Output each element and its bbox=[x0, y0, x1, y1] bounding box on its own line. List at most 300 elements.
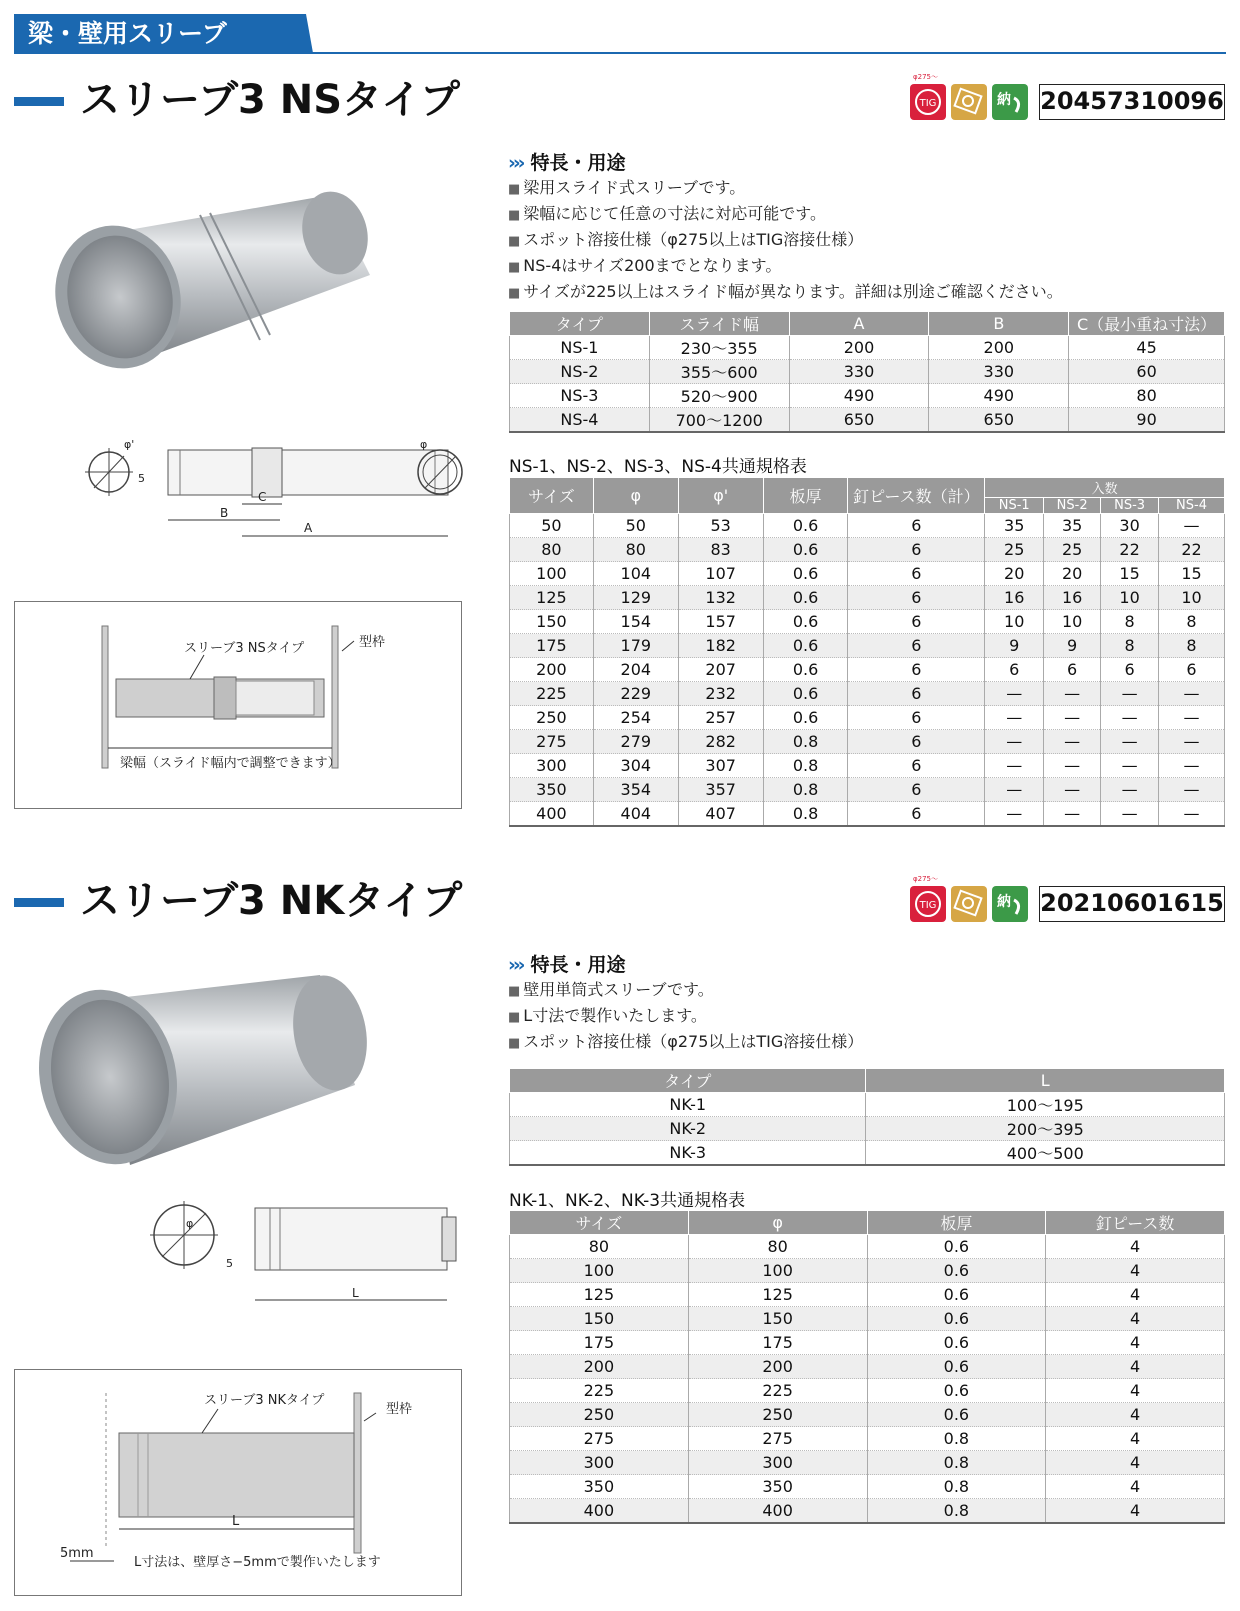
table-cell: — bbox=[1159, 754, 1225, 778]
table-cell: — bbox=[1044, 754, 1101, 778]
table-cell: 175 bbox=[510, 634, 594, 658]
nk-type-header: L bbox=[866, 1069, 1225, 1093]
ns-spec-header: サイズ bbox=[510, 478, 594, 514]
table-cell: 125 bbox=[688, 1283, 867, 1307]
table-cell: — bbox=[985, 802, 1044, 827]
ns-spec-subheader: NS-3 bbox=[1101, 498, 1159, 514]
table-cell: 30 bbox=[1101, 514, 1159, 538]
table-cell: — bbox=[1044, 802, 1101, 827]
table-cell: — bbox=[985, 754, 1044, 778]
table-cell: 279 bbox=[593, 730, 678, 754]
table-cell: 10 bbox=[1101, 586, 1159, 610]
table-cell: — bbox=[985, 706, 1044, 730]
table-cell: 6 bbox=[848, 802, 985, 827]
table-cell: 520～900 bbox=[649, 384, 789, 408]
nk-install-illustration bbox=[14, 1369, 460, 1594]
table-cell: 9 bbox=[1044, 634, 1101, 658]
table-cell: 225 bbox=[688, 1379, 867, 1403]
table-cell: 0.6 bbox=[867, 1355, 1046, 1379]
table-cell: 132 bbox=[678, 586, 763, 610]
table-cell: 22 bbox=[1159, 538, 1225, 562]
table-cell: 8 bbox=[1101, 610, 1159, 634]
ns-type-header: スライド幅 bbox=[649, 312, 789, 336]
ns-feature-item: ■ スポット溶接仕様（φ275以上はTIG溶接仕様） bbox=[508, 228, 1063, 254]
table-row bbox=[510, 514, 1225, 538]
table-cell: 35 bbox=[1044, 514, 1101, 538]
table-row bbox=[510, 1117, 1225, 1141]
table-row bbox=[510, 730, 1225, 754]
table-cell: 4 bbox=[1046, 1475, 1225, 1499]
table-row bbox=[510, 586, 1225, 610]
table-cell: 150 bbox=[510, 1307, 689, 1331]
nk-install-sleeve-label: スリーブ3 NKタイプ bbox=[204, 1393, 325, 1408]
table-cell: 80 bbox=[688, 1235, 867, 1259]
table-row bbox=[510, 408, 1225, 433]
table-cell: 6 bbox=[985, 658, 1044, 682]
table-cell: 175 bbox=[688, 1331, 867, 1355]
table-cell: 4 bbox=[1046, 1283, 1225, 1307]
table-row bbox=[510, 754, 1225, 778]
table-row bbox=[510, 1235, 1225, 1259]
nk-nou-label: 納 bbox=[997, 894, 1011, 910]
table-cell: 157 bbox=[678, 610, 763, 634]
table-cell: NS-1 bbox=[510, 336, 650, 360]
table-cell: — bbox=[1044, 682, 1101, 706]
table-cell: 0.6 bbox=[867, 1283, 1046, 1307]
table-cell: 80 bbox=[1069, 384, 1225, 408]
table-cell: 25 bbox=[1044, 538, 1101, 562]
table-cell: 250 bbox=[510, 706, 594, 730]
table-cell: NK-2 bbox=[510, 1117, 866, 1141]
table-cell: 400 bbox=[510, 1499, 689, 1524]
table-cell: 22 bbox=[1101, 538, 1159, 562]
table-cell: 125 bbox=[510, 1283, 689, 1307]
ns-install-illustration bbox=[14, 601, 460, 807]
table-cell: 20 bbox=[1044, 562, 1101, 586]
table-cell: 4 bbox=[1046, 1259, 1225, 1283]
table-cell: 4 bbox=[1046, 1379, 1225, 1403]
table-cell: — bbox=[1101, 754, 1159, 778]
ns-phi-label: φ bbox=[420, 438, 428, 451]
table-cell: 4 bbox=[1046, 1403, 1225, 1427]
table-cell: 254 bbox=[593, 706, 678, 730]
table-cell: 80 bbox=[510, 1235, 689, 1259]
table-row bbox=[510, 1307, 1225, 1331]
nk-spec-caption: NK-1、NK-2、NK-3共通規格表 bbox=[509, 1191, 746, 1211]
nk-feature-item: ■ L寸法で製作いたします。 bbox=[508, 1004, 863, 1030]
table-cell: 300 bbox=[688, 1451, 867, 1475]
table-cell: 0.6 bbox=[763, 634, 848, 658]
ns-spec-subheader: NS-4 bbox=[1159, 498, 1225, 514]
table-cell: 154 bbox=[593, 610, 678, 634]
nk-spec-header: 板厚 bbox=[867, 1211, 1046, 1235]
ns-dim-b: B bbox=[220, 506, 229, 520]
table-cell: 490 bbox=[929, 384, 1069, 408]
ns-spec-caption: NS-1、NS-2、NS-3、NS-4共通規格表 bbox=[509, 457, 807, 477]
table-row bbox=[510, 360, 1225, 384]
table-row bbox=[510, 336, 1225, 360]
table-cell: 20 bbox=[985, 562, 1044, 586]
table-row bbox=[510, 1355, 1225, 1379]
table-cell: 0.8 bbox=[763, 730, 848, 754]
table-cell: — bbox=[1044, 778, 1101, 802]
table-cell: 0.6 bbox=[763, 538, 848, 562]
table-cell: 15 bbox=[1159, 562, 1225, 586]
table-cell: 700～1200 bbox=[649, 408, 789, 433]
table-cell: 4 bbox=[1046, 1355, 1225, 1379]
table-cell: 4 bbox=[1046, 1235, 1225, 1259]
table-cell: 107 bbox=[678, 562, 763, 586]
ns-features-list bbox=[508, 176, 1063, 306]
ns-spec-header: 釘ピース数（計） bbox=[848, 478, 985, 514]
table-cell: 16 bbox=[1044, 586, 1101, 610]
table-cell: 0.6 bbox=[763, 658, 848, 682]
table-cell: 404 bbox=[593, 802, 678, 827]
table-cell: 0.6 bbox=[763, 586, 848, 610]
table-cell: 4 bbox=[1046, 1499, 1225, 1524]
table-cell: 45 bbox=[1069, 336, 1225, 360]
nk-spec-header: φ bbox=[688, 1211, 867, 1235]
nk-nou-icon bbox=[992, 886, 1028, 922]
nk-tig-label: TIG bbox=[919, 900, 937, 911]
nk-dim-l: L bbox=[352, 1286, 359, 1300]
ns-product-photo bbox=[40, 175, 370, 380]
nk-install-l-label: L bbox=[232, 1514, 240, 1529]
table-cell: 200～395 bbox=[866, 1117, 1225, 1141]
table-cell: 207 bbox=[678, 658, 763, 682]
table-cell: 407 bbox=[678, 802, 763, 827]
table-cell: 0.6 bbox=[867, 1403, 1046, 1427]
table-cell: 0.6 bbox=[763, 682, 848, 706]
table-cell: 100 bbox=[510, 1259, 689, 1283]
ns-type-table bbox=[509, 311, 1225, 433]
table-cell: 0.8 bbox=[763, 778, 848, 802]
table-cell: NS-3 bbox=[510, 384, 650, 408]
table-cell: 355～600 bbox=[649, 360, 789, 384]
table-cell: 6 bbox=[1101, 658, 1159, 682]
ns-type-header: C（最小重ね寸法） bbox=[1069, 312, 1225, 336]
table-cell: 400 bbox=[688, 1499, 867, 1524]
table-cell: 307 bbox=[678, 754, 763, 778]
table-row bbox=[510, 1141, 1225, 1166]
table-cell: NK-1 bbox=[510, 1093, 866, 1117]
table-cell: 0.8 bbox=[763, 802, 848, 827]
ns-nou-icon bbox=[992, 84, 1028, 120]
table-cell: 357 bbox=[678, 778, 763, 802]
nk-dimension-drawing bbox=[130, 1195, 470, 1320]
table-cell: 225 bbox=[510, 1379, 689, 1403]
table-row bbox=[510, 658, 1225, 682]
table-cell: — bbox=[1101, 730, 1159, 754]
table-row bbox=[510, 706, 1225, 730]
table-cell: 0.8 bbox=[867, 1475, 1046, 1499]
table-cell: 150 bbox=[510, 610, 594, 634]
ns-tig-note: φ275～ bbox=[913, 73, 938, 81]
table-cell: 304 bbox=[593, 754, 678, 778]
table-cell: 60 bbox=[1069, 360, 1225, 384]
table-cell: 182 bbox=[678, 634, 763, 658]
table-cell: 25 bbox=[985, 538, 1044, 562]
table-cell: 100 bbox=[510, 562, 594, 586]
table-row bbox=[510, 1475, 1225, 1499]
ns-section-title: スリーブ3 NSタイプ bbox=[80, 77, 461, 123]
ns-spec-subheader: NS-1 bbox=[985, 498, 1044, 514]
table-cell: 0.6 bbox=[867, 1331, 1046, 1355]
table-cell: 129 bbox=[593, 586, 678, 610]
table-cell: 0.6 bbox=[763, 706, 848, 730]
table-cell: 330 bbox=[789, 360, 929, 384]
nk-five-label: 5 bbox=[226, 1257, 233, 1270]
table-cell: 6 bbox=[848, 658, 985, 682]
nk-install-mm-label: 5mm bbox=[60, 1546, 94, 1561]
table-cell: 200 bbox=[789, 336, 929, 360]
table-cell: 6 bbox=[848, 730, 985, 754]
table-cell: 6 bbox=[848, 562, 985, 586]
nk-phi-label: φ bbox=[186, 1217, 194, 1230]
table-cell: NS-2 bbox=[510, 360, 650, 384]
table-cell: 6 bbox=[848, 610, 985, 634]
table-row bbox=[510, 1451, 1225, 1475]
table-cell: 0.8 bbox=[763, 754, 848, 778]
category-divider bbox=[14, 52, 1226, 54]
table-cell: 0.6 bbox=[867, 1379, 1046, 1403]
table-cell: — bbox=[1159, 514, 1225, 538]
ns-five-label: 5 bbox=[138, 472, 145, 485]
table-cell: 8 bbox=[1159, 610, 1225, 634]
table-cell: 200 bbox=[510, 658, 594, 682]
table-cell: 250 bbox=[688, 1403, 867, 1427]
table-cell: 225 bbox=[510, 682, 594, 706]
table-cell: 0.8 bbox=[867, 1499, 1046, 1524]
table-cell: 4 bbox=[1046, 1427, 1225, 1451]
table-cell: 100 bbox=[688, 1259, 867, 1283]
table-cell: — bbox=[1159, 778, 1225, 802]
table-row bbox=[510, 538, 1225, 562]
nk-install-note: L寸法は、壁厚さ−5mmで製作いたします bbox=[134, 1555, 381, 1570]
nk-section-bar bbox=[14, 898, 64, 907]
nk-features-list bbox=[508, 978, 863, 1056]
table-cell: 6 bbox=[848, 778, 985, 802]
table-row bbox=[510, 634, 1225, 658]
table-cell: 650 bbox=[929, 408, 1069, 433]
nk-type-table bbox=[509, 1068, 1225, 1166]
table-cell: 275 bbox=[510, 1427, 689, 1451]
ns-install-sleeve-label: スリーブ3 NSタイプ bbox=[184, 641, 305, 656]
table-cell: 282 bbox=[678, 730, 763, 754]
nk-product-code: 20210601615 bbox=[1039, 886, 1225, 922]
table-cell: 200 bbox=[929, 336, 1069, 360]
nk-feature-item: ■ 壁用単筒式スリーブです。 bbox=[508, 978, 863, 1004]
ns-section-bar bbox=[14, 97, 64, 106]
table-cell: 275 bbox=[510, 730, 594, 754]
table-cell: 490 bbox=[789, 384, 929, 408]
table-cell: 350 bbox=[510, 778, 594, 802]
ns-spec-header: 板厚 bbox=[763, 478, 848, 514]
ns-install-beam-label: 梁幅（スライド幅内で調整できます） bbox=[120, 756, 341, 771]
table-cell: 0.6 bbox=[763, 610, 848, 634]
ns-feature-item: ■ サイズが225以上はスライド幅が異なります。詳細は別途ご確認ください。 bbox=[508, 280, 1063, 306]
table-cell: 232 bbox=[678, 682, 763, 706]
table-cell: 0.8 bbox=[867, 1451, 1046, 1475]
table-cell: 354 bbox=[593, 778, 678, 802]
table-cell: 100～195 bbox=[866, 1093, 1225, 1117]
table-cell: 6 bbox=[848, 754, 985, 778]
nk-feature-item: ■ スポット溶接仕様（φ275以上はTIG溶接仕様） bbox=[508, 1030, 863, 1056]
ns-spec-subheader: NS-2 bbox=[1044, 498, 1101, 514]
table-cell: 9 bbox=[985, 634, 1044, 658]
ns-nou-label: 納 bbox=[997, 92, 1011, 108]
ns-sleeve-ship-icon bbox=[951, 84, 987, 120]
table-cell: 400 bbox=[510, 802, 594, 827]
table-cell: 4 bbox=[1046, 1451, 1225, 1475]
table-cell: 175 bbox=[510, 1331, 689, 1355]
table-cell: NS-4 bbox=[510, 408, 650, 433]
nk-section-title: スリーブ3 NKタイプ bbox=[80, 878, 463, 924]
table-cell: 53 bbox=[678, 514, 763, 538]
table-cell: 104 bbox=[593, 562, 678, 586]
table-cell: 6 bbox=[848, 538, 985, 562]
table-cell: 179 bbox=[593, 634, 678, 658]
nk-features-heading: ››› 特長・用途 bbox=[508, 954, 626, 976]
table-cell: 8 bbox=[1159, 634, 1225, 658]
table-cell: 125 bbox=[510, 586, 594, 610]
table-row bbox=[510, 1379, 1225, 1403]
table-row bbox=[510, 802, 1225, 827]
category-title: 梁・壁用スリーブ bbox=[28, 19, 227, 48]
ns-spec-header: 入数 bbox=[985, 478, 1225, 498]
nk-sleeve-ship-icon bbox=[951, 886, 987, 922]
ns-tig-icon bbox=[910, 84, 946, 120]
ns-feature-item: ■ 梁用スライド式スリーブです。 bbox=[508, 176, 1063, 202]
table-cell: 6 bbox=[1044, 658, 1101, 682]
table-row bbox=[510, 1499, 1225, 1524]
table-cell: — bbox=[985, 682, 1044, 706]
table-cell: 35 bbox=[985, 514, 1044, 538]
table-cell: 275 bbox=[688, 1427, 867, 1451]
table-cell: — bbox=[1044, 706, 1101, 730]
table-row bbox=[510, 1331, 1225, 1355]
table-row bbox=[510, 384, 1225, 408]
table-cell: 0.6 bbox=[763, 562, 848, 586]
table-cell: 200 bbox=[688, 1355, 867, 1379]
nk-tig-note: φ275～ bbox=[913, 875, 938, 883]
table-cell: 15 bbox=[1101, 562, 1159, 586]
table-row bbox=[510, 562, 1225, 586]
table-cell: 6 bbox=[1159, 658, 1225, 682]
ns-spec-table bbox=[509, 477, 1225, 827]
ns-features-heading: ››› 特長・用途 bbox=[508, 152, 626, 174]
table-row bbox=[510, 1403, 1225, 1427]
table-cell: — bbox=[1159, 802, 1225, 827]
table-cell: 83 bbox=[678, 538, 763, 562]
ns-dim-a: A bbox=[304, 521, 313, 535]
table-cell: 10 bbox=[985, 610, 1044, 634]
nk-spec-table bbox=[509, 1210, 1225, 1524]
table-cell: 0.6 bbox=[867, 1235, 1046, 1259]
nk-tig-icon bbox=[910, 886, 946, 922]
table-cell: 0.6 bbox=[763, 514, 848, 538]
table-cell: — bbox=[1159, 706, 1225, 730]
table-cell: 350 bbox=[510, 1475, 689, 1499]
table-cell: 6 bbox=[848, 682, 985, 706]
table-cell: 0.6 bbox=[867, 1307, 1046, 1331]
table-cell: — bbox=[1101, 802, 1159, 827]
table-row bbox=[510, 682, 1225, 706]
nk-install-form-label: 型枠 bbox=[386, 1402, 413, 1417]
table-cell: — bbox=[1159, 682, 1225, 706]
table-cell: 16 bbox=[985, 586, 1044, 610]
table-cell: 6 bbox=[848, 514, 985, 538]
ns-dim-c: C bbox=[258, 490, 267, 504]
table-cell: 50 bbox=[593, 514, 678, 538]
table-cell: 10 bbox=[1159, 586, 1225, 610]
table-cell: 8 bbox=[1101, 634, 1159, 658]
table-cell: 6 bbox=[848, 706, 985, 730]
table-cell: 50 bbox=[510, 514, 594, 538]
table-row bbox=[510, 778, 1225, 802]
table-cell: 650 bbox=[789, 408, 929, 433]
ns-dimension-drawing bbox=[80, 420, 480, 555]
table-cell: NK-3 bbox=[510, 1141, 866, 1166]
table-cell: 330 bbox=[929, 360, 1069, 384]
table-row bbox=[510, 1093, 1225, 1117]
ns-type-header: A bbox=[789, 312, 929, 336]
table-cell: 6 bbox=[848, 634, 985, 658]
table-cell: 80 bbox=[593, 538, 678, 562]
table-cell: 230～355 bbox=[649, 336, 789, 360]
table-cell: 10 bbox=[1044, 610, 1101, 634]
ns-spec-header: φ bbox=[593, 478, 678, 514]
table-cell: — bbox=[1101, 778, 1159, 802]
nk-spec-header: 釘ピース数 bbox=[1046, 1211, 1225, 1235]
table-cell: 200 bbox=[510, 1355, 689, 1379]
ns-phi-label: φ' bbox=[124, 438, 135, 451]
table-cell: 150 bbox=[688, 1307, 867, 1331]
ns-type-header: タイプ bbox=[510, 312, 650, 336]
table-cell: 350 bbox=[688, 1475, 867, 1499]
table-cell: 4 bbox=[1046, 1331, 1225, 1355]
table-cell: — bbox=[1101, 682, 1159, 706]
table-cell: 300 bbox=[510, 1451, 689, 1475]
table-row bbox=[510, 1427, 1225, 1451]
ns-install-form-label: 型枠 bbox=[359, 635, 386, 650]
table-cell: 300 bbox=[510, 754, 594, 778]
ns-feature-item: ■ NS-4はサイズ200までとなります。 bbox=[508, 254, 1063, 280]
table-cell: — bbox=[1044, 730, 1101, 754]
table-row bbox=[510, 1283, 1225, 1307]
table-cell: 204 bbox=[593, 658, 678, 682]
ns-tig-label: TIG bbox=[919, 98, 937, 109]
table-row bbox=[510, 610, 1225, 634]
ns-feature-item: ■ 梁幅に応じて任意の寸法に対応可能です。 bbox=[508, 202, 1063, 228]
table-cell: 4 bbox=[1046, 1307, 1225, 1331]
nk-spec-header: サイズ bbox=[510, 1211, 689, 1235]
table-cell: — bbox=[985, 778, 1044, 802]
table-cell: 0.8 bbox=[867, 1427, 1046, 1451]
table-cell: 0.6 bbox=[867, 1259, 1046, 1283]
nk-product-photo bbox=[30, 965, 370, 1180]
table-cell: — bbox=[1101, 706, 1159, 730]
table-row bbox=[510, 1259, 1225, 1283]
table-cell: — bbox=[985, 730, 1044, 754]
table-cell: 400～500 bbox=[866, 1141, 1225, 1166]
nk-type-header: タイプ bbox=[510, 1069, 866, 1093]
table-cell: — bbox=[1159, 730, 1225, 754]
ns-product-code: 20457310096 bbox=[1039, 84, 1225, 120]
table-cell: 6 bbox=[848, 586, 985, 610]
ns-spec-header: φ' bbox=[678, 478, 763, 514]
table-cell: 257 bbox=[678, 706, 763, 730]
